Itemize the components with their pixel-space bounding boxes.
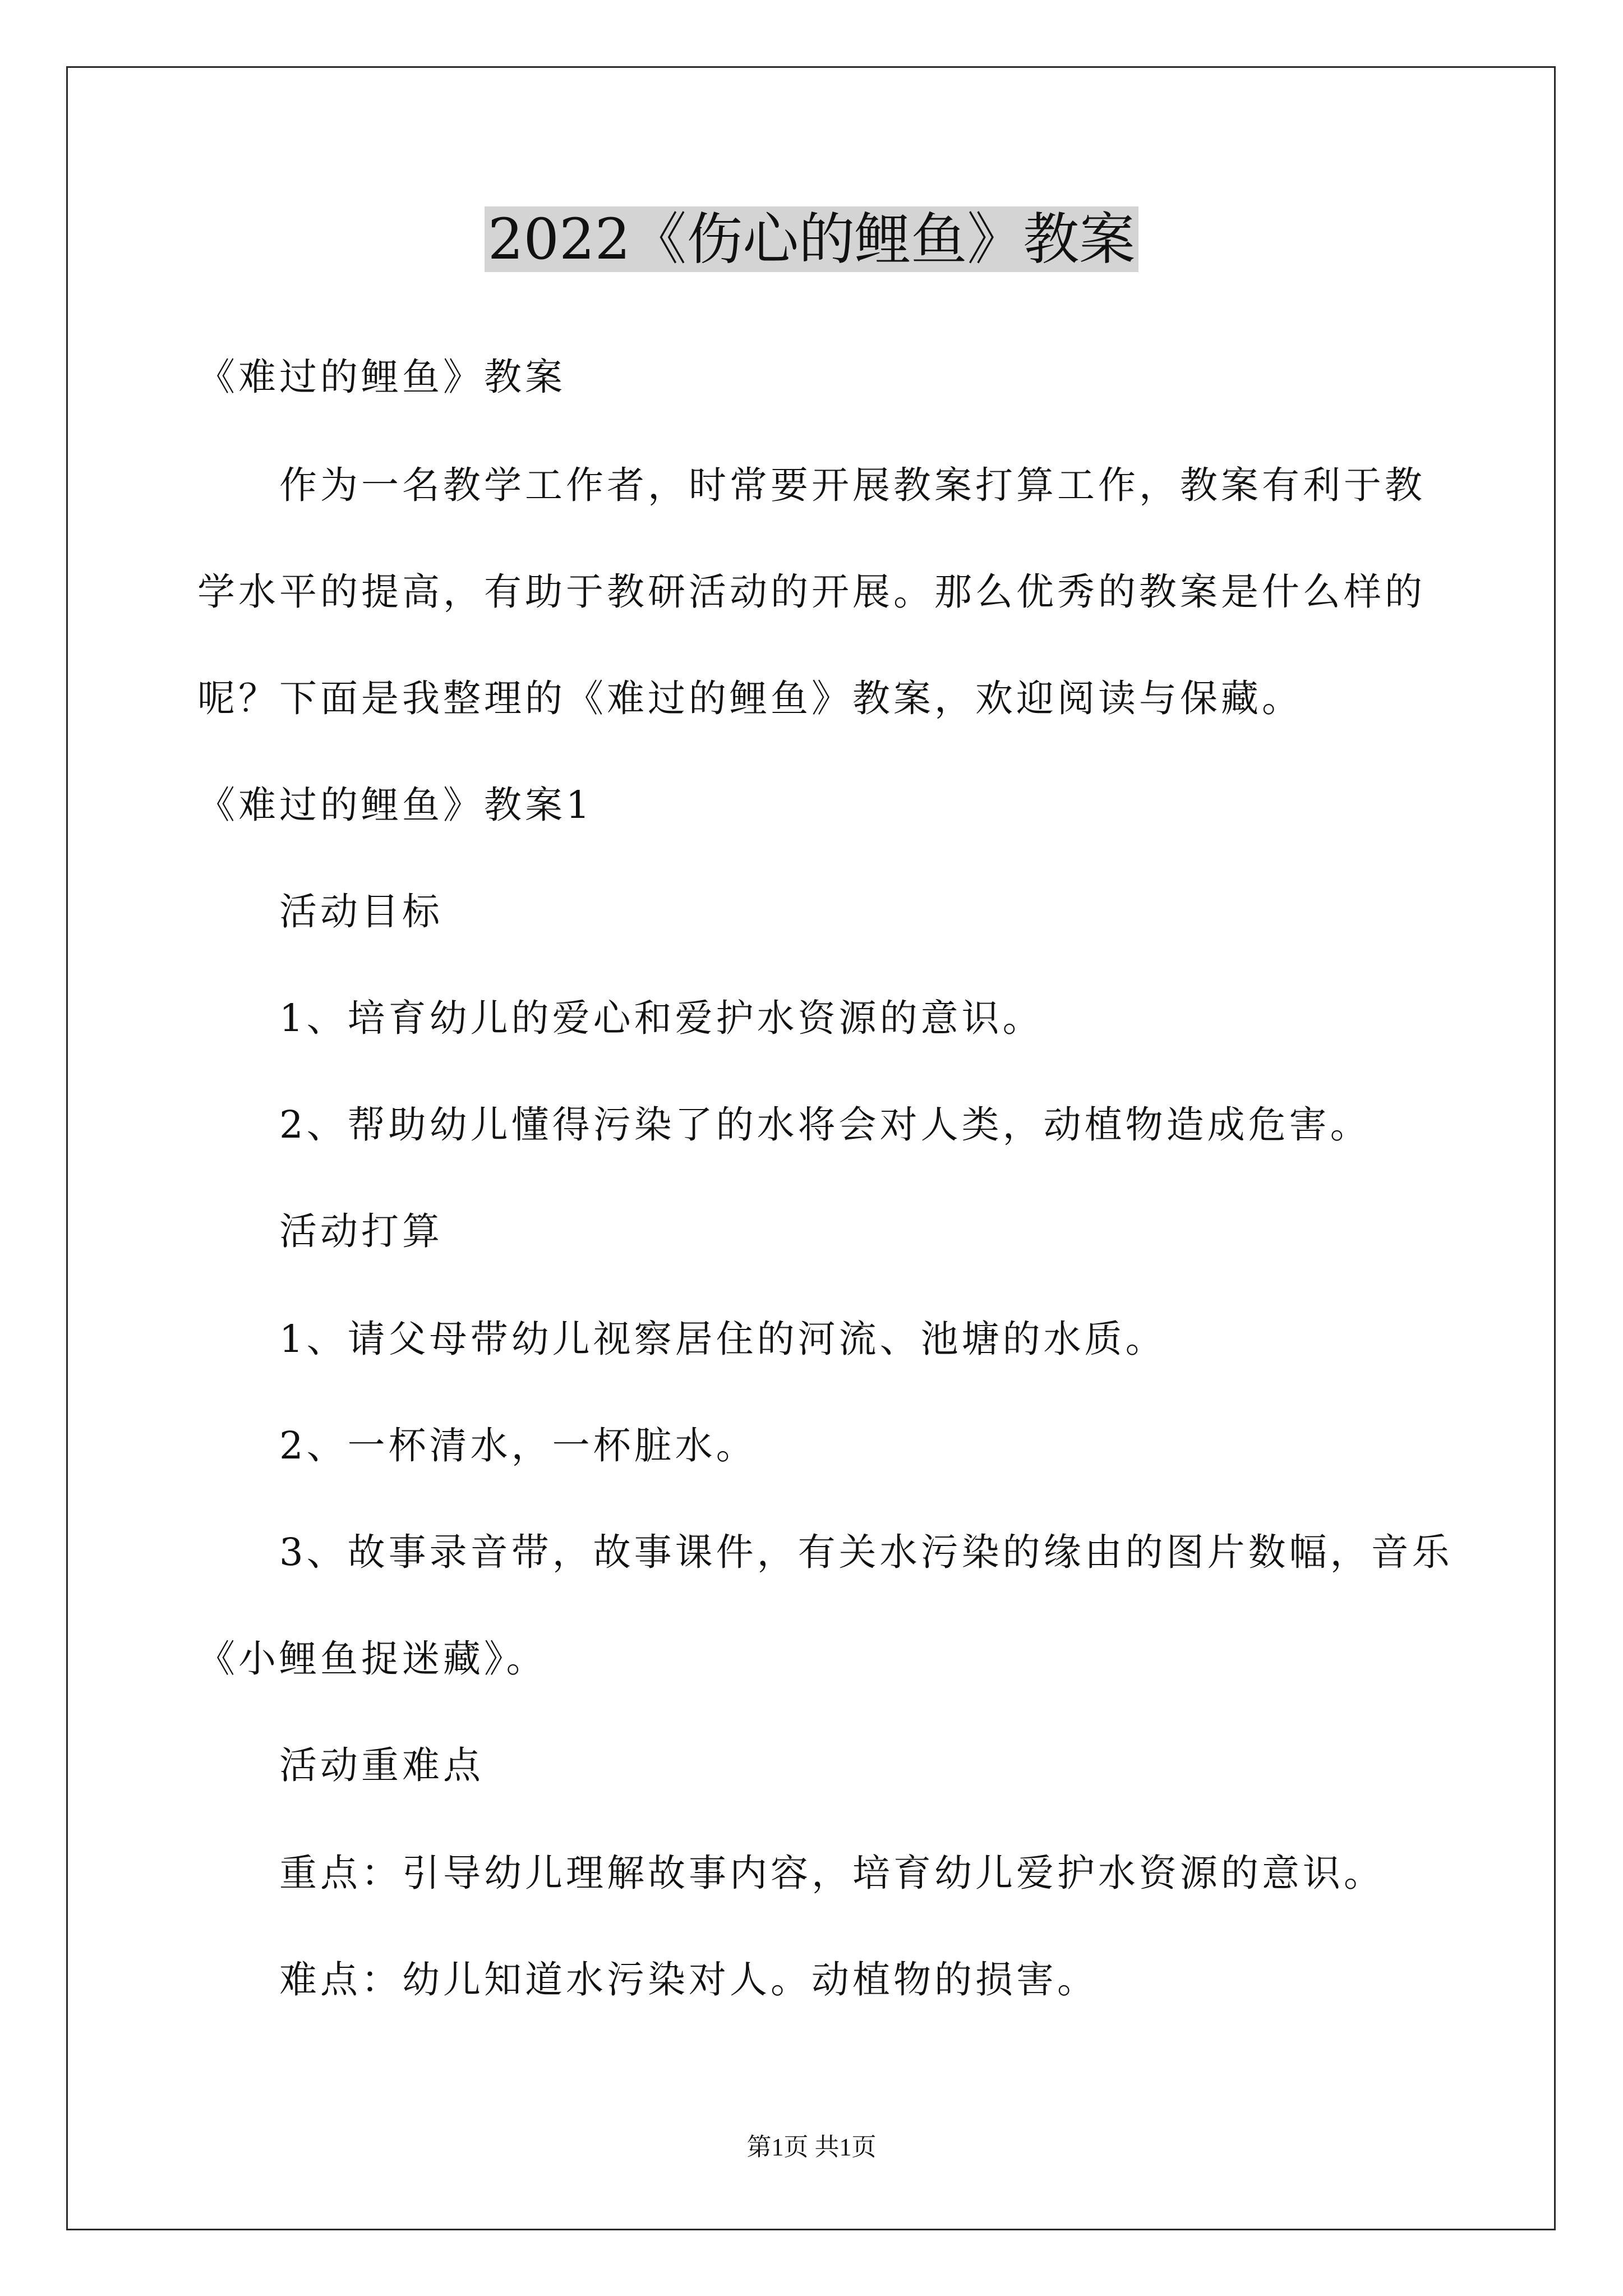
paragraph-line: 作为一名教学工作者，时常要开展教案打算工作，教案有利于教 — [279, 463, 1426, 507]
page-footer: 第1页 共1页 — [746, 2133, 877, 2161]
paragraph-line: 重点：引导幼儿理解故事内容，培育幼儿爱护水资源的意识。 — [279, 1851, 1385, 1895]
subheading: 活动打算 — [279, 1209, 443, 1253]
list-item: 2、帮助幼儿懂得污染了的水将会对人类，动植物造成危害。 — [279, 1103, 1371, 1147]
section-heading: 《难过的鲤鱼》教案 — [197, 355, 566, 399]
paragraph-line: 呢？下面是我整理的《难过的鲤鱼》教案，欢迎阅读与保藏。 — [197, 677, 1303, 720]
list-item-continuation: 《小鲤鱼捉迷藏》。 — [197, 1637, 547, 1681]
list-item: 1、请父母带幼儿视察居住的河流、池塘的水质。 — [279, 1317, 1166, 1361]
paragraph-line: 学水平的提高，有助于教研活动的开展。那么优秀的教案是什么样的 — [197, 570, 1426, 614]
list-item: 3、故事录音带，故事课件，有关水污染的缘由的图片数幅，音乐 — [279, 1530, 1453, 1574]
subheading: 活动重难点 — [279, 1743, 484, 1787]
document-title — [0, 203, 1623, 276]
list-item: 1、培育幼儿的爱心和爱护水资源的意识。 — [279, 996, 1044, 1040]
subheading: 活动目标 — [279, 890, 443, 933]
section-heading: 《难过的鲤鱼》教案1 — [197, 783, 593, 827]
list-item: 2、一杯清水，一杯脏水。 — [279, 1424, 757, 1467]
paragraph-line: 难点：幼儿知道水污染对人。动植物的损害。 — [279, 1958, 1098, 2001]
document-title-text: 2022《伤心的鲤鱼》教案 — [485, 206, 1139, 272]
